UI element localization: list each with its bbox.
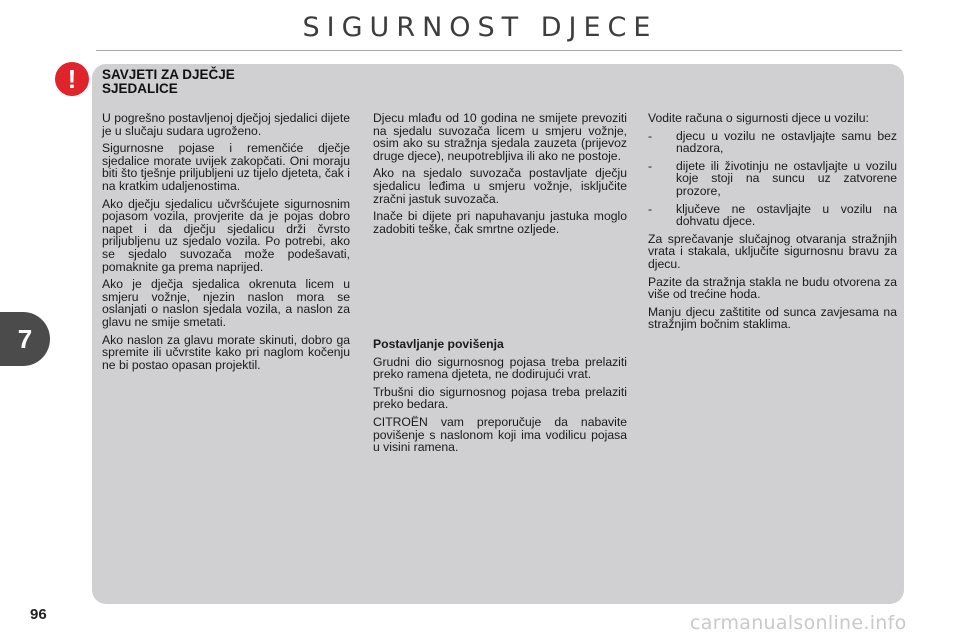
column-3	[648, 112, 897, 336]
page-title: SIGURNOST DJECE	[302, 12, 658, 43]
header-divider	[96, 50, 902, 51]
list-item: - djecu u vozilu ne ostavljajte samu bez nadzora,	[648, 130, 897, 155]
column-1	[102, 112, 350, 376]
watermark: carmanualsonline.info	[690, 612, 907, 634]
page-number: 96	[30, 606, 47, 623]
paragraph: Ako na sjedalo suvozača postavljate dječju sjedalicu leđima u smjeru vožnje, isključite zračni jastuk suvozača.	[373, 166, 627, 206]
paragraph: Trbušni dio sigurnosnog pojasa treba prelaziti preko bedara.	[373, 384, 627, 412]
safety-list	[648, 130, 897, 228]
paragraph: Sigurnosne pojase i remenčiće dječje sjedalice morate uvijek zakopčati. Oni moraju biti što tješnje priljubljeni uz tijelo djeteta, čak i na kratkim udaljenostima.	[102, 141, 350, 193]
paragraph: Djecu mlađu od 10 godina ne smijete prevoziti na sjedalu suvozača licem u smjeru vožnje, osim ako su stražnja sjedala zauzeta (prijevoz druge djece), neupotrebljiva ili ako ne postoje.	[373, 111, 627, 163]
paragraph: Za sprečavanje slučajnog otvaranja stražnjih vrata i stakala, uključite sigurnosnu bravu za djecu.	[648, 231, 897, 271]
paragraph: Ako naslon za glavu morate skinuti, dobro ga spremite ili učvrstite kako pri naglom kočenju ne bi postao opasan projektil.	[102, 332, 350, 372]
paragraph: Inače bi dijete pri napuhavanju jastuka moglo zadobiti teške, čak smrtne ozljede.	[373, 209, 627, 236]
paragraph: Grudni dio sigurnosnog pojasa treba prelaziti preko ramena djeteta, ne dodirujući vrat.	[373, 354, 627, 382]
column-2-booster-section	[373, 338, 627, 459]
list-item: - dijete ili životinju ne ostavljajte u vozilu koje stoji na suncu uz zatvorene prozore,	[648, 160, 897, 198]
paragraph: Pazite da stražnja stakla ne budu otvorena za više od trećine hoda.	[648, 274, 897, 302]
paragraph: U pogrešno postavljenoj dječjoj sjedalici dijete je u slučaju sudara ugroženo.	[102, 111, 350, 138]
column-2	[373, 112, 627, 240]
section-title-line1: SAVJETI ZA DJEČJE	[102, 67, 235, 82]
paragraph: Manju djecu zaštitite od sunca zavjesama na stražnjim bočnim staklima.	[648, 304, 897, 332]
paragraph: Ako dječju sjedalicu učvršćujete sigurnosnim pojasom vozila, provjerite da je pojas dobro napet i da dječju sjedalicu drži čvrsto priljubljenu uz sjedalo vozila. Po potrebi, ako se sjedalo suvozača može podešavati, pomaknite ga prema naprijed.	[102, 196, 350, 274]
paragraph: CITROËN vam preporučuje da nabavite povišenje s naslonom koji ima vodilicu pojasa u visini ramena.	[373, 414, 627, 455]
chapter-tab[interactable]	[0, 312, 50, 366]
paragraph: Ako je dječja sjedalica okrenuta licem u smjeru vožnje, njezin naslon mora se oslanjati o naslon sjedala vozila, a naslon za glavu ne smije smetati.	[102, 277, 350, 329]
chapter-number: 7	[17, 323, 33, 354]
section-title	[102, 68, 322, 96]
section-title-line2: SJEDALICE	[102, 81, 178, 96]
warning-exclamation-icon: !	[55, 62, 89, 96]
paragraph: Vodite računa o sigurnosti djece u vozilu:	[648, 111, 869, 125]
list-item: - ključeve ne ostavljajte u vozilu na dohvatu djece.	[648, 203, 897, 228]
subheading: Postavljanje povišenja	[373, 337, 504, 351]
